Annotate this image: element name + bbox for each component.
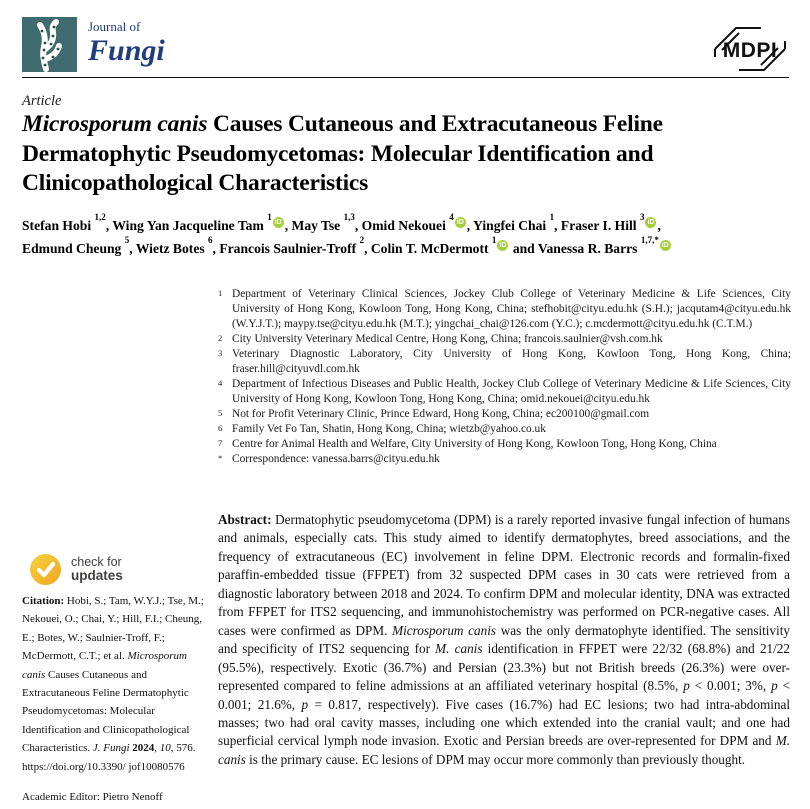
page-title: Microsporum canis Causes Cutaneous and Extracutaneous Feline Dermatophytic Pseudomycetomas: Molecular Identification and Clinicopathological Characteristics (22, 111, 663, 197)
correspondence-text: Correspondence: vanessa.barrs@cityu.edu.hk (232, 453, 440, 465)
check-for-updates-badge[interactable] (30, 553, 180, 587)
affiliation-text: Department of Infectious Diseases and Public Health, Jockey Club College of Veterinary Medicine & Life Sciences, City University of Hong Kong, Kowloon Tong, Hong Kong, China; omid.nekouei@cityu.edu.hk (232, 378, 791, 405)
abstract-paragraph: Abstract: Dermatophytic pseudomycetoma (DPM) is a rarely reported invasive fungal infection of humans and animals, especially cats. This study aimed to identify dermatophytes, breed associations, and the frequency of extracutaneous (EC) involvement in feline DPM. Electronic records and formalin-fixed paraffin-embedded tissue (FFPET) from 32 suspected DPM cases in 30 cats were retrieved from a diagnostic laboratory between 2018 and 2024. To confirm DPM and molecular identity, DNA was extracted from FFPET for ITS2 sequencing, and immunohistochemistry was performed on PCR-negative cases. All cases were confirmed as DPM. Microsporum canis was the only dermatophyte identified. The sensitivity and specificity of ITS2 sequencing for M. canis identification in FFPET were 22/32 (68.8%) and 21/22 (95.5%), respectively. Exotic (36.7%) and Persian (23.3%) but not British breeds (26.3%) were over-represented compared to feline admissions at an affiliated veterinary hospital (8.5%, p < 0.001; 3%, p < 0.001; 21.6%, p = 0.817, respectively). Five cases (16.7%) had EC lesions; two had intra-abdominal masses; two had oral cavity masses, including one which extended into the cranial vault; and one had superficial cervical lymph node invasion. Exotic and Persian breeds are over-represented for DPM and M. canis is the primary cause. EC lesions of DPM may occur more commonly than previously thought. (218, 512, 791, 767)
citation-block: Citation: Hobi, S.; Tam, W.Y.J.; Tse, M.; Nekouei, O.; Chai, Y.; Hill, F.I.; Cheung, E.; Botes, W.; Saulnier-Troff, F.; McDermott, C.T.; et al. Microsporum canis Causes Cutaneous and Extracutaneous Feline Dermatophytic Pseudomycetomas: Molecular Identification and Clinicopathological Characteristics. J. Fungi 2024, 10, 576. https://doi.org/10.3390/ jof10080576 (22, 595, 204, 773)
affiliation-marker: 7 (218, 438, 223, 448)
affiliation-text: Veterinary Diagnostic Laboratory, City University of Hong Kong, Kowloon Tong, Hong Kong, China; fraser.hill@cityuvdl.com.hk (232, 348, 791, 375)
affiliation-row (218, 377, 791, 407)
correspondence-marker: * (218, 453, 223, 463)
affiliation-text: Family Vet Fo Tan, Shatin, Hong Kong, China; wietzb@yahoo.co.uk (232, 423, 546, 435)
affiliation-marker: 5 (218, 408, 223, 418)
orcid-icon[interactable]: iD (456, 219, 464, 227)
affiliation-row (218, 347, 791, 377)
mdpi-wordmark: MDPI (722, 39, 778, 62)
badge-text (71, 553, 180, 583)
badge-line1: check for (71, 555, 122, 569)
affiliation-marker: 2 (218, 333, 223, 343)
affiliation-text: Centre for Animal Health and Welfare, City University of Hong Kong, Kowloon Tong, Hong Kong, China (232, 438, 717, 450)
correspondence-row (218, 452, 791, 467)
header-divider (22, 77, 789, 78)
affiliation-text: Department of Veterinary Clinical Sciences, Jockey Club College of Veterinary Medicine & Life Sciences, City University of Hong Kong, Kowloon Tong, Hong Kong, China; stefhobit@cityu.edu.hk (S.H.); jacqutam4@cityu.edu.hk (W.Y.J.T.); maypy.tse@cityu.edu.hk (M.T.); yingchai_chai@126.com (Y.C.); c.mcdermott@cityu.edu.hk (C.T.M.) (232, 288, 791, 330)
orcid-icon[interactable]: iD (499, 242, 507, 250)
affiliation-marker: 3 (218, 348, 223, 358)
journal-wordmark (88, 20, 165, 66)
fungal-hyphae-icon (22, 17, 77, 72)
affiliation-text: Not for Profit Veterinary Clinic, Prince Edward, Hong Kong, China; ec200100@gmail.com (232, 408, 650, 420)
orcid-icon[interactable]: iD (647, 219, 655, 227)
journal-title: Fungi (88, 34, 165, 67)
orcid-icon[interactable]: iD (661, 242, 669, 250)
mdpi-logo (710, 24, 790, 74)
authors-line: Stefan Hobi $^{1,2}$, Wing Yan Jacqueline Tam $^1$iD , May Tse $^{1,3}$, Omid Nekouei $^4$iD , Yingfei Chai $^1$, Fraser I. Hill $^3$iD , Edmund Cheung $^5$, Wietz Botes $^6$, Francois Saulnier-Troff $^2$, Colin T. McDermott $^1$iD and Vanessa R. Barrs $^{1,7,*}$iD (22, 212, 669, 256)
affiliation-marker: 1 (218, 288, 223, 298)
badge-line2: updates (71, 568, 123, 583)
affiliation-marker: 4 (218, 378, 223, 388)
affiliation-row (218, 437, 791, 452)
affiliation-text: City University Veterinary Medical Centre, Hong Kong, China; francois.saulnier@vsh.com.hk (232, 333, 663, 345)
article-type-label: Article (22, 93, 62, 109)
academic-editor-line: Academic Editor: Pietro Nenoff (22, 791, 163, 803)
affiliation-marker: 6 (218, 423, 223, 433)
affiliation-row (218, 332, 791, 347)
affiliation-row (218, 407, 791, 422)
mdpi-hexagon-icon (710, 24, 790, 74)
check-icon (30, 554, 61, 585)
journal-prefix: Journal of (88, 19, 141, 34)
journal-logo (22, 17, 77, 72)
affiliation-row (218, 422, 791, 437)
affiliations-list (218, 287, 791, 467)
affiliation-row (218, 287, 791, 332)
orcid-icon[interactable]: iD (274, 219, 282, 227)
